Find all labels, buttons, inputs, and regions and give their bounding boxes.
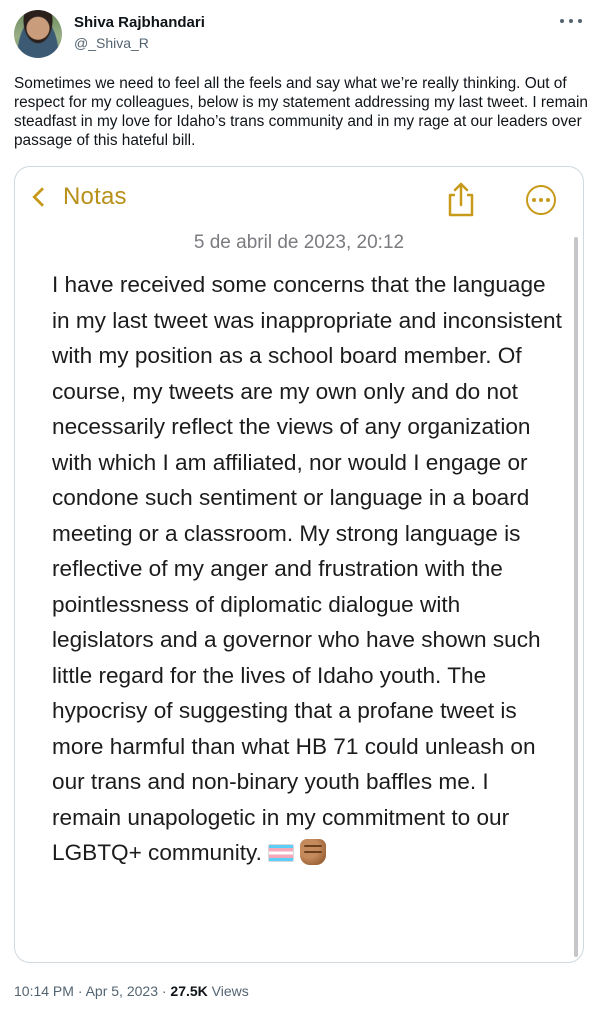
tweet-media-image[interactable] — [14, 166, 584, 963]
chevron-left-icon — [32, 187, 52, 207]
notes-back-button — [29, 183, 127, 211]
note-body-text: I have received some concerns that the language in my last tweet was inappropriate and inconsistent with my position as a school board member. Of course, my tweets are my own only and do not necessarily reflect the views of any organization with which I am affiliated, nor would I engage or condone such sentiment or language in a board meeting or a classroom. My strong language is reflective of my anger and frustration with the pointlessness of diplomatic dialogue with legislators and a governor who have shown such little regard for the lives of Idaho youth. The hypocrisy of suggesting that a profane tweet is more harmful than what HB 71 could unleash on our trans and non-binary youth baffles me. I remain unapologetic in my commitment to our LGBTQ+ community. — [52, 272, 562, 865]
tweet-meta — [14, 983, 249, 999]
views-label: Views — [207, 983, 249, 999]
note-date: 5 de abril de 2023, 20:12 — [193, 232, 405, 253]
views-count: 27.5K — [170, 983, 208, 999]
author-display-name[interactable]: Shiva Rajbhandari — [74, 14, 205, 31]
avatar[interactable] — [14, 10, 62, 58]
scrollbar — [574, 237, 578, 957]
ellipsis-circle-icon — [526, 185, 556, 215]
more-options-icon[interactable] — [560, 12, 582, 30]
share-icon — [445, 181, 477, 217]
author-handle[interactable]: @_Shiva_R — [74, 35, 149, 51]
raised-fist-emoji — [300, 839, 326, 865]
transgender-flag-emoji — [268, 844, 294, 862]
tweet-timestamp[interactable]: 10:14 PM · Apr 5, 2023 · — [14, 983, 171, 999]
tweet-header — [14, 10, 586, 62]
tweet-text: Sometimes we need to feel all the feels and say what we’re really thinking. Out of respect for my colleagues, below is my statement addressing my last tweet. I remain steadfast in my love for Idaho’s trans community and in my rage at our leaders over passage of this hateful bill. — [14, 75, 588, 149]
note-body — [52, 267, 562, 871]
notes-back-label: Notas — [63, 183, 127, 210]
